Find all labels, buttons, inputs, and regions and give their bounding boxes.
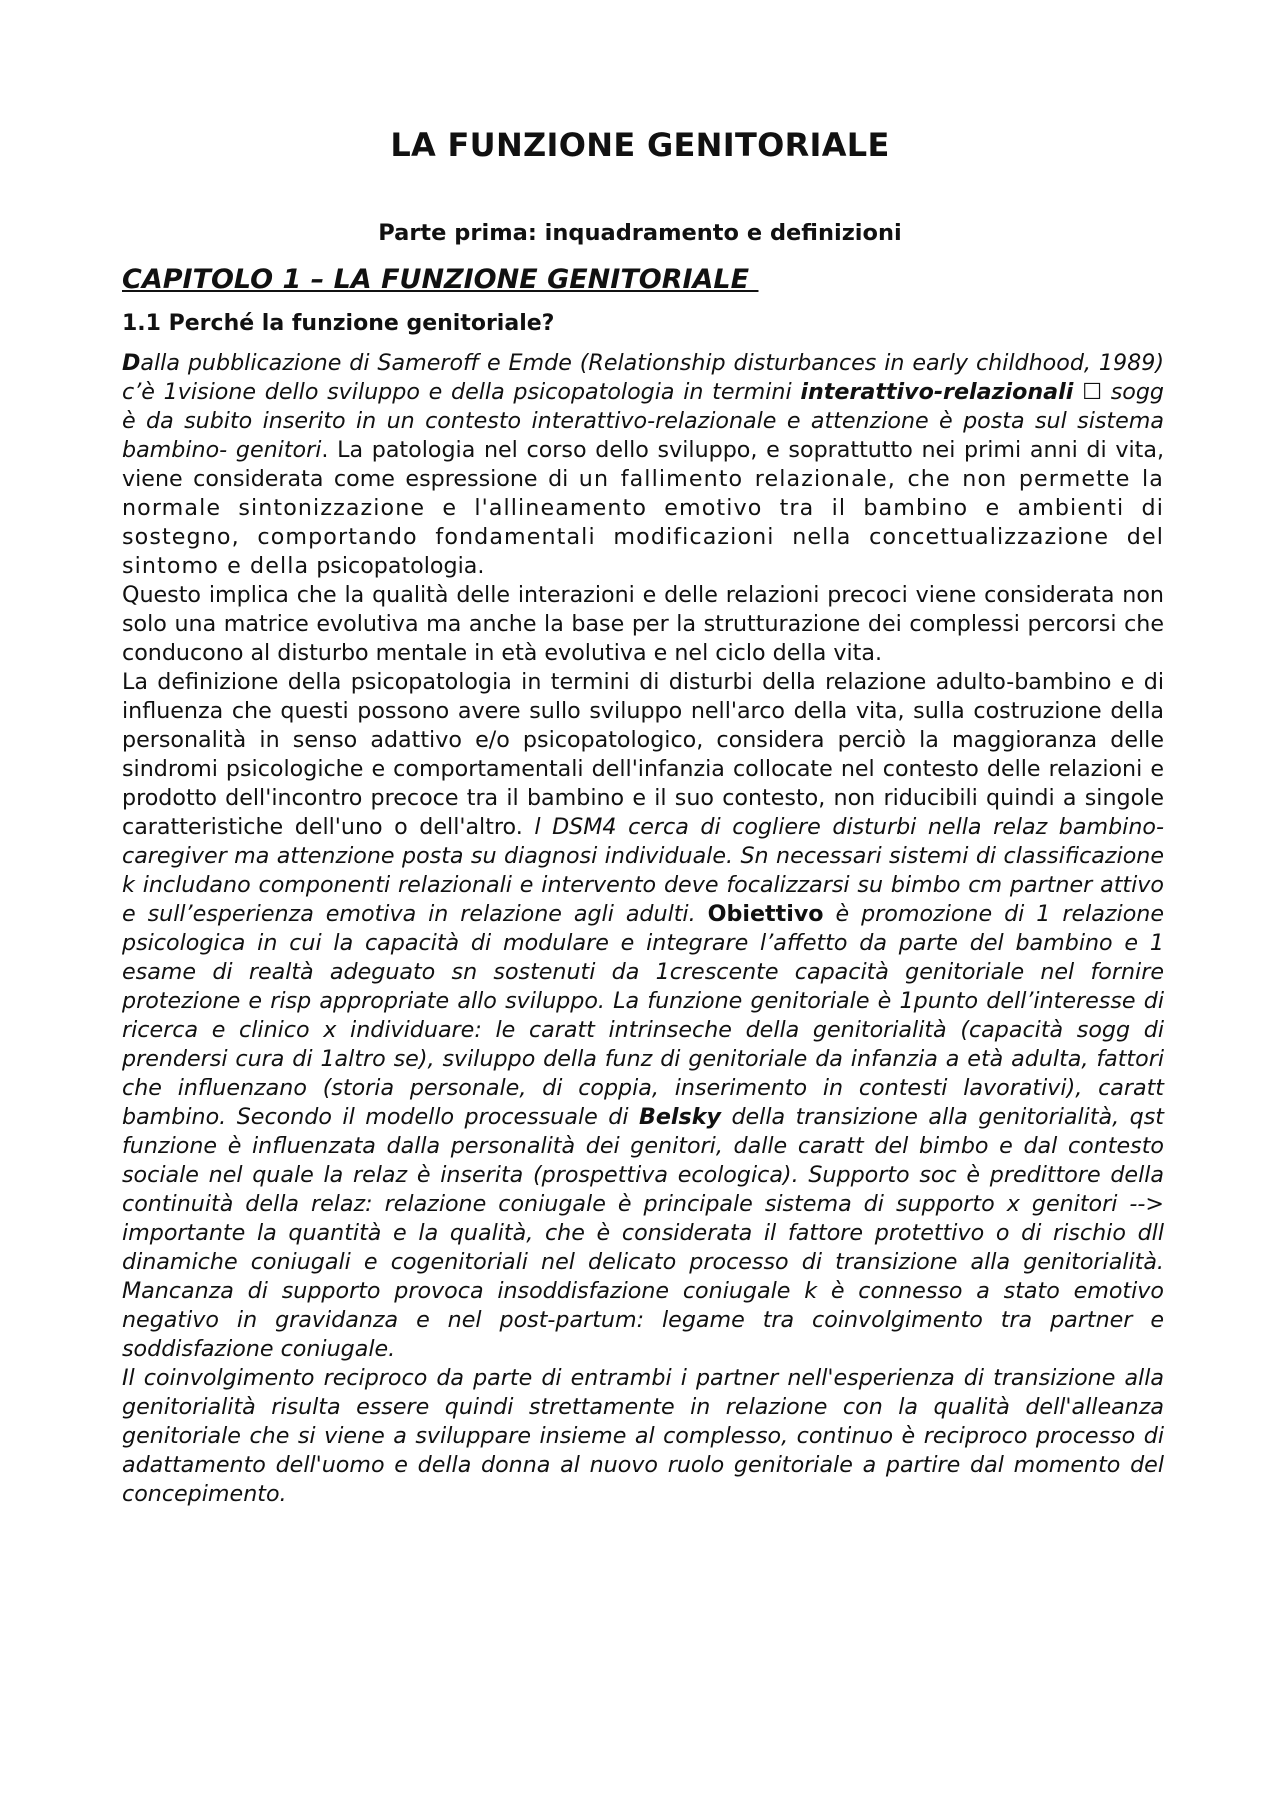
chapter-heading: CAPITOLO 1 – LA FUNZIONE GENITORIALE	[122, 264, 759, 295]
p3-italic-1: l DSM4 cerca di cogliere disturbi nella relaz bambino-caregiver ma attenzione posta su diagnosi individuale. Sn necessari sistemi di classificazione k includano componenti relazionali e intervento deve focalizzarsi su bimbo cm partner attivo e sull’esperienza emotiva in relazione agli adulti.	[122, 814, 1164, 927]
p1-span-4: un fallimento relazionale, che non permette la normale sintonizzazione e l'allineamento emotivo tra il bambino e ambienti di sostegno, comportando fondamentali modificazioni nella concettualizzazione del sintomo e della	[122, 466, 1164, 579]
p3-bold-belsky: Belsky	[638, 1104, 721, 1130]
p1-span-2: sogg è da subito inserito in un contesto interattivo-relazionale e attenzione è posta sul sistema bambino- genitori	[122, 379, 1164, 463]
paragraph-2: Questo implica che la qualità delle interazioni e delle relazioni precoci viene considerata non solo una matrice evolutiva ma anche la base per la strutturazione dei complessi percorsi che conducono al disturbo mentale in età evolutiva e nel ciclo della vita.	[122, 582, 1164, 666]
p1-span-3: . La patologia nel corso dello sviluppo, e soprattutto nei primi anni di vita, viene considerata come espressione di	[122, 437, 1164, 492]
p3-bold-obiettivo: Obiettivo	[707, 901, 824, 927]
p1-bold-term: interattivo-relazionali	[800, 379, 1074, 405]
p1-span-1: alla pubblicazione di Sameroff e Emde (Relationship disturbances in early childhood, 1989) c’è 1visione dello sviluppo e della psicopatologia in termini	[122, 350, 1164, 405]
p1-drop-letter: D	[122, 350, 141, 376]
p3-italic-2: è promozione di 1 relazione psicologica in cui la capacità di modulare e integrare l’affetto da parte del bambino e 1 esame di realtà adeguato sn sostenuti da 1crescente capacità genitoriale nel fornire protezione e risp appropriate allo sviluppo. La funzione genitoriale è 1punto dell’interesse di ricerca e clinico x individuare: le caratt intrinseche della genitorialità (capacità sogg di prendersi cura di 1altro se), sviluppo della funz di genitoriale da infanzia a età adulta, fattori che influenzano (storia personale, di coppia, inserimento in contesti lavorativi), caratt bambino. Secondo il modello processuale di	[122, 901, 1164, 1130]
paragraph-3	[122, 668, 1164, 1364]
p3-italic-3: della transizione alla genitorialità, qst funzione è influenzata dalla personalità dei genitori, dalle caratt del bimbo e dal contesto sociale nel quale la relaz è inserita (prospettiva ecologica). Supporto soc è predittore della continuità della relaz: relazione coniugale è principale sistema di supporto x genitori --> importante la quantità e la qualità, che è considerata il fattore protettivo o di rischio dll dinamiche coniugali e cogenitoriali nel delicato processo di transizione alla genitorialità. Mancanza di supporto provoca insoddisfazione coniugale k è connesso a stato emotivo negativo in gravidanza e nel post-partum: legame tra coinvolgimento tra partner e soddisfazione coniugale.	[122, 1104, 1164, 1362]
document-title: LA FUNZIONE GENITORIALE	[390, 126, 890, 164]
checkbox-symbol: ☐	[1073, 379, 1111, 405]
paragraph-1	[122, 349, 1164, 581]
paragraph-4: Il coinvolgimento reciproco da parte di entrambi i partner nell'esperienza di transizione alla genitorialità risulta essere quindi strettamente in relazione con la qualità dell'alleanza genitoriale che si viene a sviluppare insieme al complesso, continuo è reciproco processo di adattamento dell'uomo e della donna al nuovo ruolo genitoriale a partire dal momento del concepimento.	[122, 1365, 1164, 1507]
p3-span-1: La definizione della psicopatologia in termini di disturbi della relazione adulto-bambino e di influenza che questi possono avere sullo sviluppo nell'arco della vita, sulla costruzione della personalità in senso adattivo e/o psicopatologico, considera perciò la maggioranza delle sindromi psicologiche e comportamentali dell'infanzia collocate nel contesto delle relazioni e prodotto dell'incontro precoce tra il bambino e il suo contesto, non riducibili quindi a singole caratteristiche dell'uno o dell'altro.	[122, 669, 1164, 840]
section-heading: 1.1 Perché la funzione genitoriale?	[122, 311, 555, 336]
part-heading: Parte prima: inquadramento e definizioni	[378, 220, 902, 246]
body-text	[122, 349, 1164, 1509]
p1-span-5: psicopatologia.	[309, 553, 485, 579]
